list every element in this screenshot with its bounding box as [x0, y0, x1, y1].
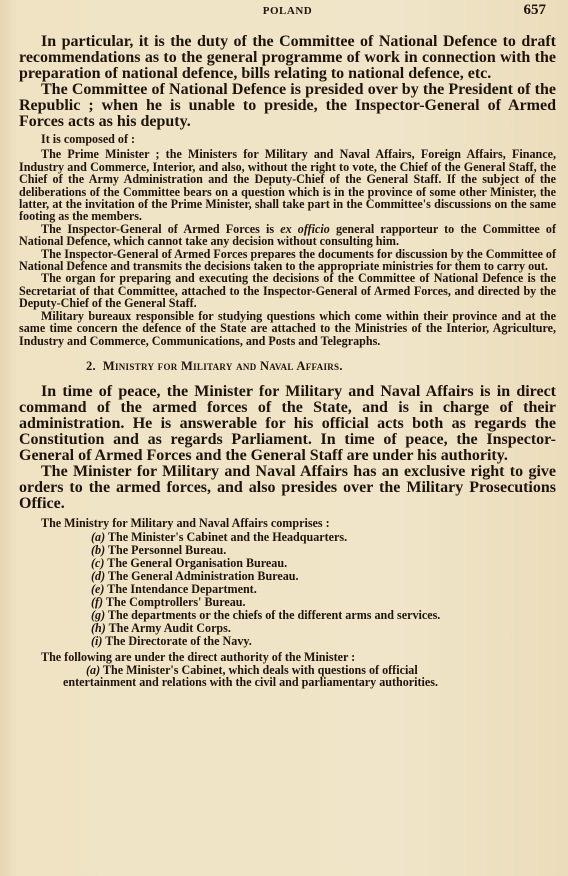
paragraph-ministry-comprises: The Ministry for Military and Naval Affairs comprises : — [41, 515, 330, 530]
list-text: The Comptrollers' Bureau. — [105, 595, 246, 610]
paragraph-direct-authority: The following are under the direct authority of the Minister : — [41, 650, 356, 665]
rapporteur-italic: ex officio — [280, 221, 330, 236]
paragraph-composition-intro: It is composed of : — [41, 132, 136, 146]
paragraph-documents: The Inspector-General of Armed Forces prepares the documents for discussion by the Committee of National Defence and transmits the decisions taken to the appropriate ministries for them to carry out. — [19, 246, 556, 274]
paragraph-committee-duty: In particular, it is the duty of the Committee of National Defence to draft recommendations as to the general programme of work in connection with the preparation of national defence, bills relating to national defence, etc. — [19, 33, 556, 82]
list-marker: (g) — [91, 608, 106, 623]
paragraph-minister-orders: The Minister for Military and Naval Affairs has an exclusive right to give orders to the armed forces, and also presides over the Military Prosecutions Office. — [19, 462, 556, 512]
list-marker: (a) — [91, 530, 106, 545]
list-marker: (b) — [91, 543, 106, 558]
list-text: The General Administration Bureau. — [107, 569, 299, 584]
page-number: 657 — [523, 2, 546, 18]
paragraph-military-bureaux: Military bureaux responsible for studying questions which come within their province and at the same time concern the defence of the State are attached to the Ministries of the Interior, Agriculture, Industry and Commerce, Communications, and Posts and Telegraphs. — [19, 308, 556, 348]
cabinet-text-1: The Minister's Cabinet, which deals with questions of official — [102, 662, 418, 677]
list-text: The General Organisation Bureau. — [107, 556, 288, 571]
cabinet-text-2: entertainment and relations with the civil and parliamentary authorities. — [63, 675, 439, 690]
paragraph-composition-members: The Prime Minister ; the Ministers for Military and Naval Affairs, Foreign Affairs, Finance, Industry and Commerce, Interior, and also, without the right to vote, the Chief of the General Staff, the Chief of the Army Administration and the Deputy-Chief of the General Staff. If the subject of the deliberations of the Committee bears on a question which is in the province of some other Minister, the latter, at the invitation of the Prime Minister, shall take part in the Committee's discussions on the same footing as the members. — [19, 147, 556, 224]
section-number: 2. — [86, 358, 96, 373]
rapporteur-text-before: The Inspector-General of Armed Forces is — [41, 221, 281, 236]
list-marker: (i) — [91, 634, 103, 649]
list-text: The Directorate of the Navy. — [105, 634, 252, 649]
paragraph-rapporteur — [19, 223, 556, 248]
list-marker: (f) — [91, 595, 104, 610]
list-text: The Minister's Cabinet and the Headquarters. — [107, 530, 348, 545]
rapporteur-text-after: general rapporteur to the Committee of National Defence, which cannot take any decision without consulting him. — [19, 221, 556, 249]
list-text: The departments or the chiefs of the different arms and services. — [107, 608, 441, 623]
paragraph-committee-president: The Committee of National Defence is presided over by the President of the Republic ; when he is unable to preside, the Inspector-General of Armed Forces acts as his deputy. — [19, 81, 556, 130]
section-heading — [86, 359, 556, 374]
list-text: The Personnel Bureau. — [107, 543, 227, 558]
list-marker: (d) — [91, 569, 106, 584]
list-item — [91, 635, 556, 648]
list-marker: (e) — [91, 582, 105, 597]
paragraph-secretariat: The organ for preparing and executing the decisions of the Committee of National Defence is the Secretariat of that Committee, attached to the Inspector-General of Armed Forces, and directed by the Deputy-Chief of the General Staff. — [19, 271, 556, 311]
section-title: Ministry for Military and Naval Affairs. — [102, 358, 343, 373]
list-text: The Intendance Department. — [107, 582, 257, 597]
list-text: The Army Audit Corps. — [108, 621, 231, 636]
list-marker: (a) — [86, 662, 101, 677]
list-marker: (h) — [91, 621, 106, 636]
paragraph-ministers-cabinet — [19, 664, 556, 689]
paragraph-minister-command: In time of peace, the Minister for Military and Naval Affairs is in direct command of the armed forces of the State, and is in charge of their administration. He is answerable for his official acts both as regards the Constitution and as regards Parliament. In time of peace, the Inspector-General of Armed Forces and the General Staff are under his authority. — [19, 382, 556, 464]
running-head: POLAND — [262, 5, 313, 17]
ministry-list — [19, 531, 556, 648]
list-marker: (c) — [91, 556, 105, 571]
page-header — [19, 0, 556, 34]
